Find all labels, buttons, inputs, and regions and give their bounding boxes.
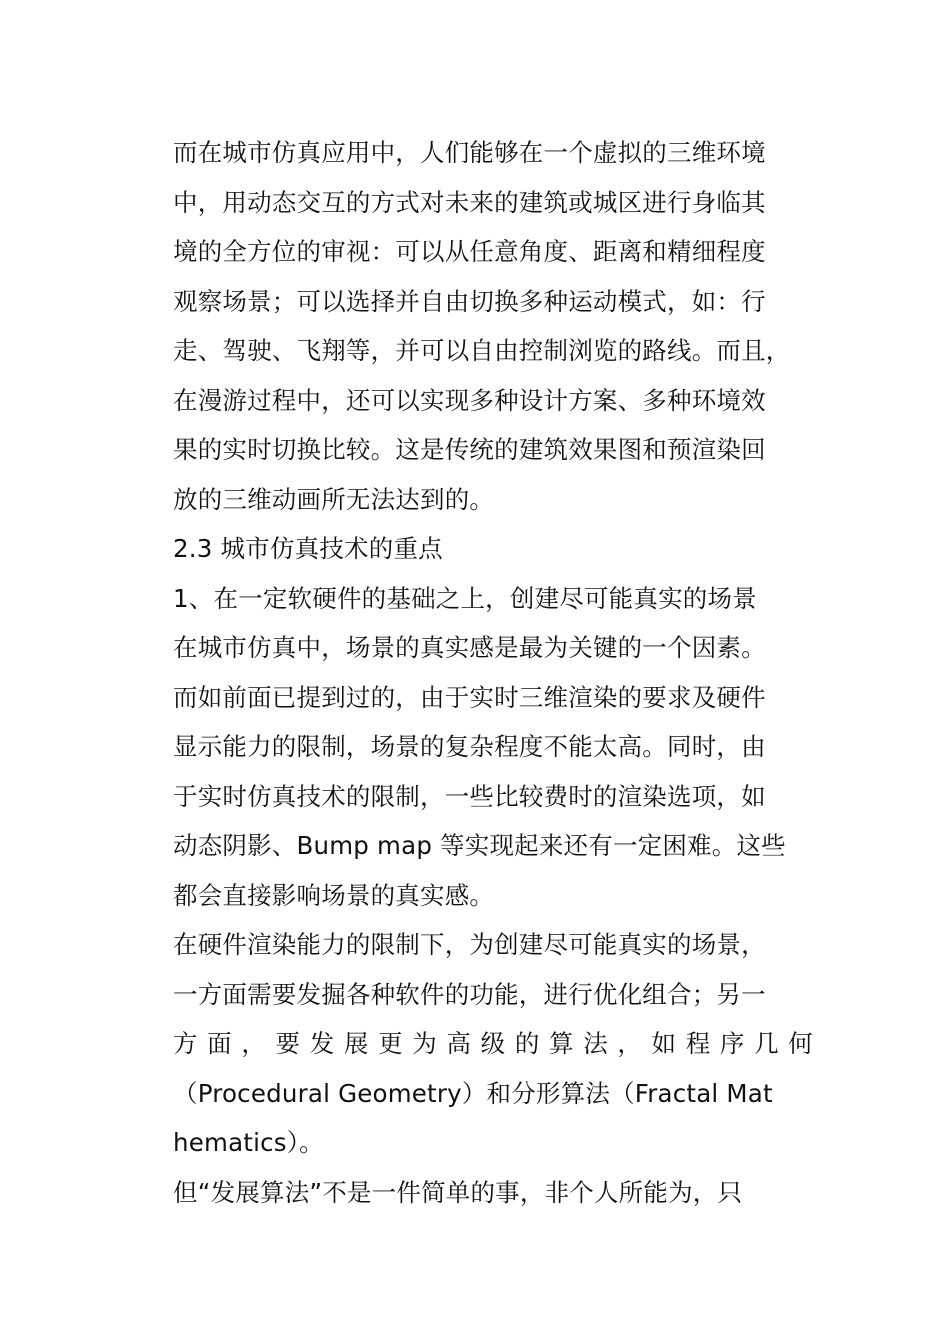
text-line: 于实时仿真技术的限制，一些比较费时的渲染选项，如 — [173, 781, 766, 811]
body-text — [173, 128, 813, 1217]
text-line: 都会直接影响场景的真实感。 — [173, 880, 495, 910]
text-line: 放的三维动画所无法达到的。 — [173, 484, 495, 514]
text-line: 显示能力的限制，场景的复杂程度不能太高。同时，由 — [173, 732, 766, 761]
text-line: hematics）。 — [173, 1128, 324, 1157]
text-line: 而在城市仿真应用中，人们能够在一个虚拟的三维环境 — [173, 138, 766, 167]
subsection-heading: 1、在一定软硬件的基础之上，创建尽可能真实的场景 — [173, 583, 757, 613]
text-line: 在硬件渲染能力的限制下，为创建尽可能真实的场景， — [173, 930, 766, 959]
text-line: 走、驾驶、飞翔等，并可以自由控制浏览的路线。而且， — [173, 336, 791, 365]
section-heading: 2.3 城市仿真技术的重点 — [173, 534, 443, 563]
text-line: 一方面需要发掘各种软件的功能，进行优化组合；另一 — [173, 979, 766, 1009]
text-line: 动态阴影、Bump map 等实现起来还有一定困难。这些 — [173, 831, 786, 860]
text-line: 但“发展算法”不是一件简单的事，非个人所能为，只 — [173, 1177, 743, 1207]
text-line: 观察场景；可以选择并自由切换多种运动模式，如：行 — [173, 286, 766, 316]
text-line: 中，用动态交互的方式对未来的建筑或城区进行身临其 — [173, 187, 766, 217]
text-line: 在漫游过程中，还可以实现多种设计方案、多种环境效 — [173, 385, 766, 415]
text-line: 方 面 ， 要 发 展 更 为 高 级 的 算 法 ， 如 程 序 几 何 — [173, 1029, 813, 1058]
text-line: 境的全方位的审视：可以从任意角度、距离和精细程度 — [173, 237, 766, 266]
text-line: （Procedural Geometry）和分形算法（Fractal Mat — [173, 1078, 773, 1108]
text-line: 果的实时切换比较。这是传统的建筑效果图和预渲染回 — [173, 435, 766, 464]
text-line: 在城市仿真中，场景的真实感是最为关键的一个因素。 — [173, 633, 766, 662]
text-line: 而如前面已提到过的，由于实时三维渲染的要求及硬件 — [173, 682, 766, 712]
